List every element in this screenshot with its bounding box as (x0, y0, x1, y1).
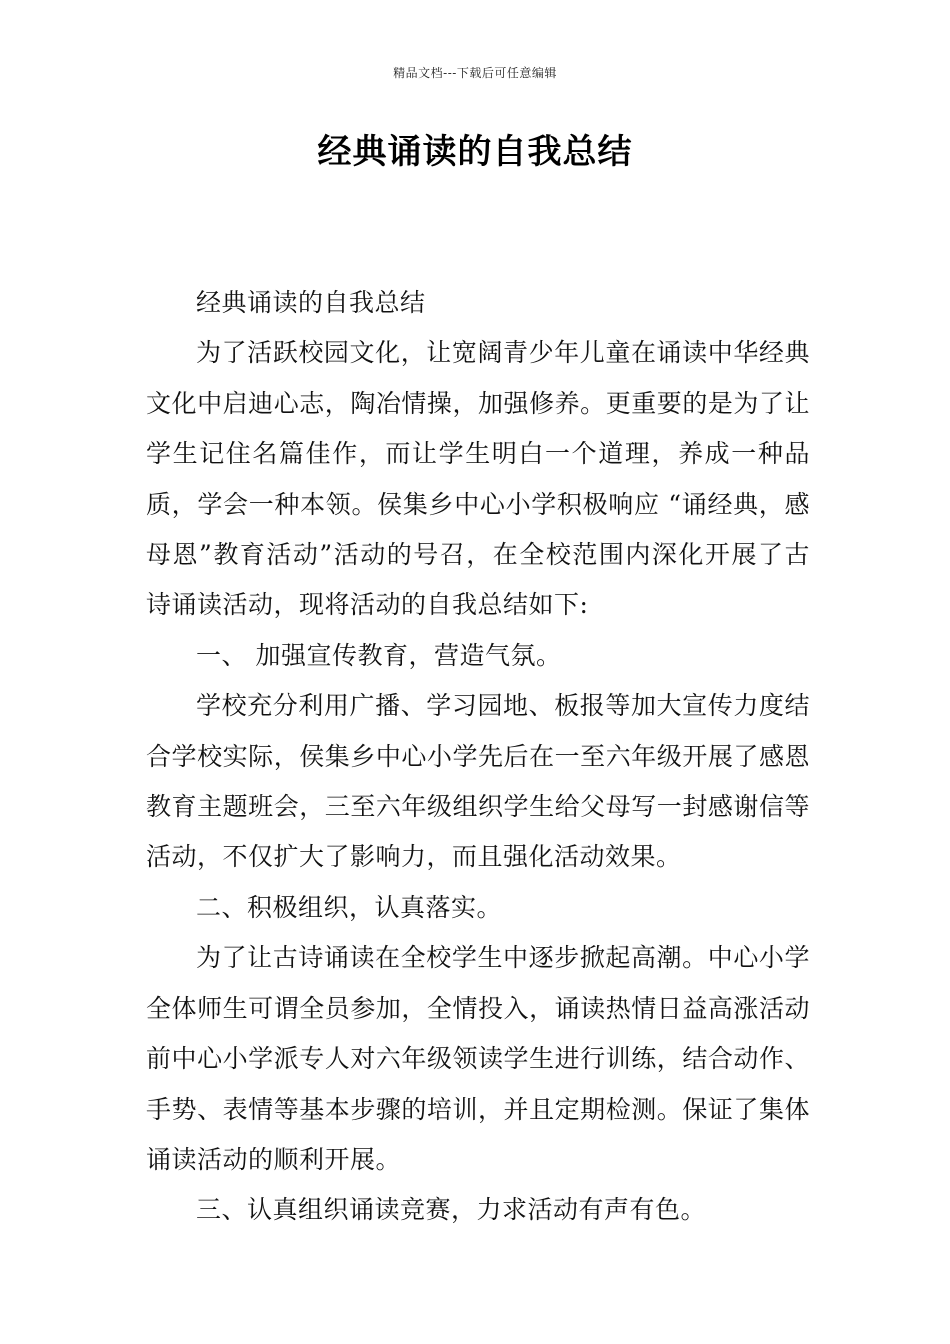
intro-paragraph: 为了活跃校园文化，让宽阔青少年儿童在诵读中华经典文化中启迪心志，陶冶情操，加强修养。更重要的是为了让学生记住名篇佳作，而让学生明白一个道理，养成一种品质，学会一种本领。侯集乡中心小学积极响应 “诵经典，感母恩”教育活动”活动的号召，在全校范围内深化开展了古诗诵读活动，现将活动的自我总结如下: (146, 338, 810, 620)
document-body (146, 278, 810, 1236)
section-paragraph-1: 学校充分利用广播、学习园地、板报等加大宣传力度结合学校实际，侯集乡中心小学先后在一至六年级开展了感恩教育主题班会，三至六年级组织学生给父母写一封感谢信等活动，不仅扩大了影响力，而且强化活动效果。 (146, 691, 810, 872)
section-paragraph-2: 为了让古诗诵读在全校学生中逐步掀起高潮。中心小学全体师生可谓全员参加，全情投入，诵读热情日益高涨活动前中心小学派专人对六年级领读学生进行训练，结合动作、手势、表情等基本步骤的培训，并且定期检测。保证了集体诵读活动的顺利开展。 (146, 943, 810, 1174)
section-heading-1: 一、 加强宣传教育，营造气氛。 (196, 640, 562, 670)
document-title: 经典诵读的自我总结 (317, 132, 633, 172)
section-heading-2: 二、积极组织，认真落实。 (196, 892, 503, 922)
body-subtitle: 经典诵读的自我总结 (196, 288, 426, 317)
section-heading-3: 三、认真组织诵读竞赛，力求活动有声有色。 (196, 1195, 707, 1225)
header-note: 精品文档---下载后可任意编辑 (393, 66, 557, 80)
